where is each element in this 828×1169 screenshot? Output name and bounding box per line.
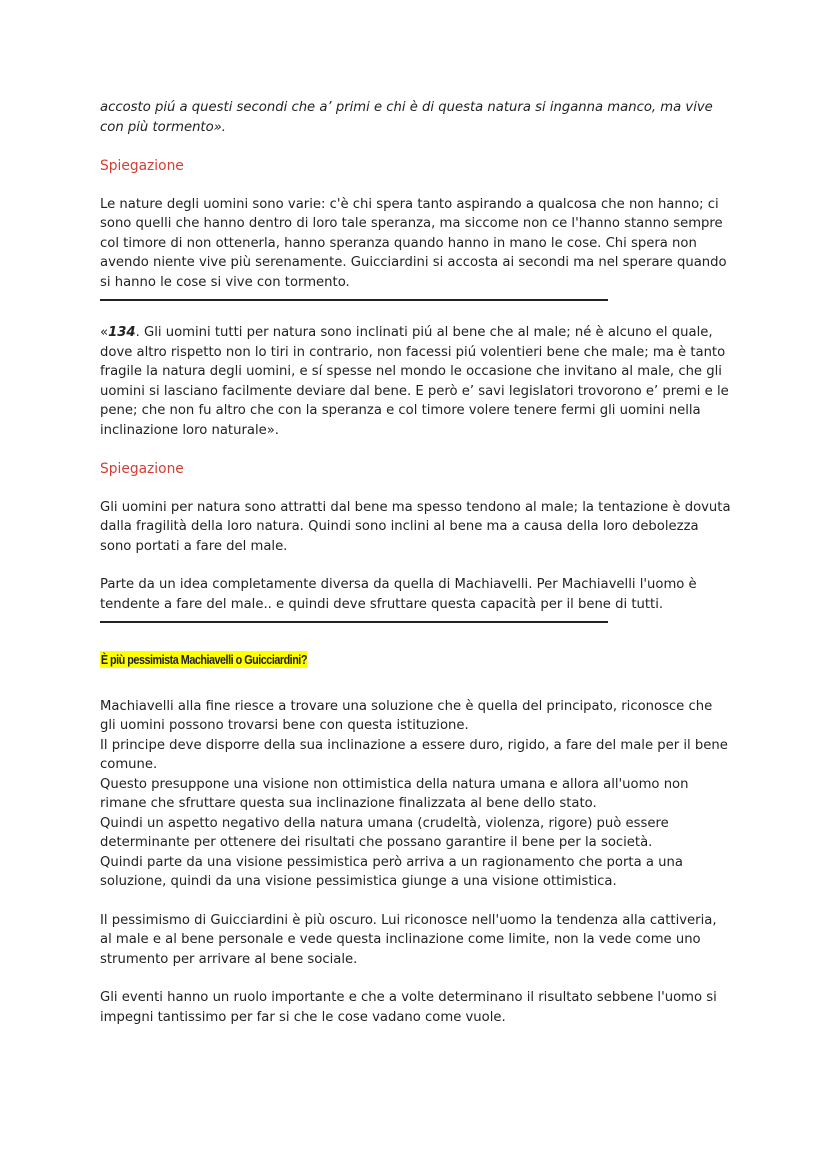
- section2-text2: Parte da un idea completamente diversa da quella di Machiavelli. Per Machiavelli l'uomo è tendente a fare del male.. e quindi deve sfruttare questa capacità per il bene di tutti.: [100, 577, 697, 612]
- section1-text: Le nature degli uomini sono varie: c'è chi spera tanto aspirando a qualcosa che non hanno; ci sono quelli che hanno dentro di loro tale speranza, ma siccome non ce l'hanno stanno sempre col timore di non ottenerla, hanno speranza quando hanno in mano le cose. Chi spera non avendo niente vive più serenamente. Guicciardini si accosta ai secondi ma nel sperare quando si hanno le cose si vive con tormento.: [100, 196, 727, 290]
- section2-text1: Gli uomini per natura sono attratti dal bene ma spesso tendono al male; la tentazione è dovuta dalla fragilità della loro natura. Quindi sono inclini al bene ma a causa della loro debolezza sono portati a fare del male.: [100, 499, 731, 554]
- quote-number: 134: [108, 325, 136, 340]
- section1-heading: Spiegazione: [100, 158, 184, 174]
- para1-line: Quindi un aspetto negativo della natura umana (crudeltà, violenza, rigore) può essere determinante per ottenere dei risultati che possano garantire il bene per la società.: [100, 815, 669, 850]
- para1-line: Il principe deve disporre della sua inclinazione a essere duro, rigido, a fare del male per il bene comune.: [100, 737, 728, 772]
- section3-para3: Gli eventi hanno un ruolo importante e che a volte determinano il risultato sebbene l'uomo si impegni tantissimo per far si che le cose vadano come vuole.: [100, 990, 717, 1025]
- quote-open-mark: «: [100, 325, 109, 340]
- section2-heading: Spiegazione: [100, 461, 184, 477]
- para1-line: Machiavelli alla fine riesce a trovare una soluzione che è quella del principato, riconosce che gli uomini possono trovarsi bene con questa istituzione.: [100, 698, 713, 733]
- quote-tail: accosto piú a questi secondi che a’ primi e chi è di questa natura si inganna manco, ma vive con più tormento».: [100, 100, 713, 135]
- divider: [100, 621, 608, 623]
- question-wrap: [100, 651, 732, 671]
- divider: [100, 299, 608, 301]
- quote-134-text: . Gli uomini tutti per natura sono inclinati piú al bene che al male; né è alcuno el quale, dove altro rispetto non lo tiri in contrario, non facessi piú volentieri bene che male; ma è tanto fragile la natura degli uomini, e sí spesse nel mondo le occasione che invitano al male, che gli uomini si lasciano facilmente deviare dal bene. E però e’ savi legislatori trovorono e’ premi e le pene; che non fu altro che con la speranza e col timore volere tenere fermi gli uomini nella inclinazione loro naturale».: [100, 325, 729, 438]
- document-page: [100, 98, 732, 1027]
- section3-para2: Il pessimismo di Guicciardini è più oscuro. Lui riconosce nell'uomo la tendenza alla cattiveria, al male e al bene personale e vede questa inclinazione come limite, non la vede come uno strumento per arrivare al bene sociale.: [100, 912, 717, 967]
- section3-para1: [100, 697, 732, 892]
- quote-134: [100, 323, 732, 440]
- para1-line: Questo presuppone una visione non ottimistica della natura umana e allora all'uomo non rimane che sfruttare questa sua inclinazione finalizzata al bene dello stato.: [100, 776, 689, 811]
- highlighted-question: È più pessimista Machiavelli o Guicciardini?: [100, 652, 307, 667]
- para1-line: Quindi parte da una visione pessimistica però arriva a un ragionamento che porta a una soluzione, quindi da una visione pessimistica giunge a una visione ottimistica.: [100, 854, 683, 889]
